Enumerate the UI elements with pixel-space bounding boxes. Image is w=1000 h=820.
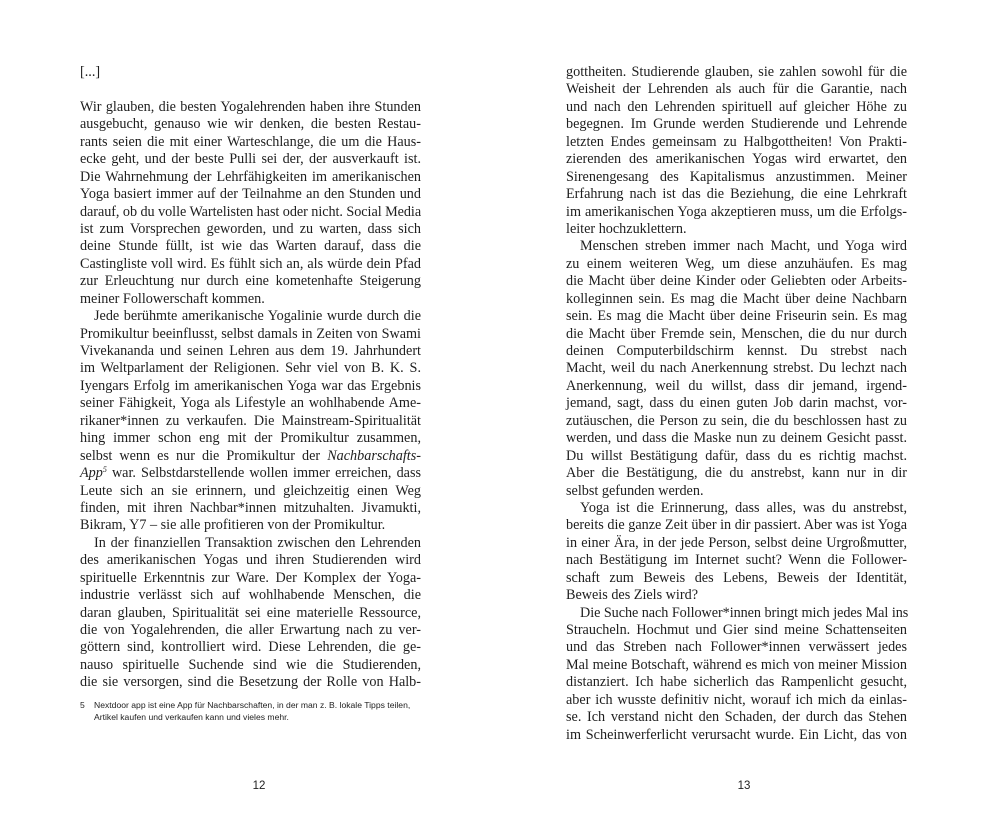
page-number: 12 (252, 780, 266, 792)
text-line (566, 657, 907, 674)
body-text (566, 64, 907, 744)
text-line (566, 134, 907, 151)
line-text: Macht, weil du nach Anerkennung strebst. Du lechzt nach (566, 360, 907, 377)
blank-line (80, 81, 421, 98)
line-text: [...] (80, 64, 101, 80)
line-text: Iyengars Erfolg im amerikanischen Yoga war das Ergebnis (80, 377, 421, 394)
line-text: des amerikanischen Yogas und ihren Studierenden wird (80, 552, 421, 569)
line-text: jemand, sagt, dass du einen guten Job darin machst, vor- (566, 395, 907, 412)
text-line (80, 657, 421, 674)
line-text: finden, mit ihren Nachbar*innen mitzuhalten. Jivamukti, (80, 499, 421, 516)
line-text: Weisheit der Lehrenden als auch für die Garantie, nach (566, 81, 907, 98)
line-text: seiner Fähigkeit, Yoga als Lifestyle an wohlhabende Ame- (80, 395, 421, 412)
text-line (566, 326, 907, 343)
text-line (566, 204, 907, 221)
line-text: zutäuschen, die Person zu sein, die du beschlossen hast zu (566, 412, 907, 429)
line-text: Du willst Bestätigung dafür, dass du es richtig machst. (566, 447, 907, 464)
line-text: kolleginnen sein. Es mag die Macht über deine Nachbarn (566, 290, 907, 307)
text-line (80, 605, 421, 622)
text-line (80, 186, 421, 203)
text-line (80, 64, 421, 81)
line-text: die von Yogalehrenden, die aller Erwartung nach zu ver- (80, 622, 421, 638)
line-text: Castingliste voll wird. Es fühlt sich an, als würde dein Pfad (80, 255, 421, 272)
line-text: im Weltparlament der Religionen. Sehr viel von B. K. S. (80, 360, 421, 377)
line-text: zierenden des amerikanischen Yogas wird erwartet, den (566, 151, 907, 168)
text-line (566, 343, 907, 360)
text-line (80, 116, 421, 133)
text-line (80, 483, 421, 500)
line-text: ausgebucht, genauso wie wir denken, die besten Restau- (80, 116, 421, 133)
line-text: die Macht über Fremde sein, Menschen, die du nur durch (566, 325, 907, 342)
line-text: Bikram, Y7 – sie alle profitieren von der Promikultur. (80, 517, 386, 534)
text-line (80, 395, 421, 412)
text-line (566, 99, 907, 116)
line-text: Yoga basiert immer auf der Teilnahme an den Stunden und (80, 186, 421, 203)
text-line (566, 465, 907, 482)
line-text: Yoga ist die Erinnerung, dass alles, was du anstrebst, (580, 499, 907, 516)
line-text: selbst wenn es nur die Promikultur der (80, 447, 328, 464)
line-text: Menschen streben immer nach Macht, und Yoga wird (580, 238, 907, 255)
footnote-text: Nextdoor app ist eine App für Nachbarschaften, in der man z. B. lokale Tipps teilen, Artikel kaufen und verkaufen kann und vieles mehr. (94, 700, 411, 722)
line-text: zur Erleuchtung nur durch eine kometenhafte Steigerung (80, 273, 421, 290)
text-line (80, 238, 421, 255)
line-text: darauf, ob du volle Wartelisten hast oder nicht. Social Media (80, 203, 422, 220)
text-line (566, 360, 907, 377)
text-line (80, 273, 421, 290)
text-line (566, 709, 907, 726)
line-text: Die Suche nach Follower*innen bringt mich jedes Mal ins (580, 604, 909, 621)
line-text: im amerikanischen Yoga akzeptieren muss, um die Erfolgs- (566, 203, 907, 220)
line-text: Anerkennung, weil du willst, dass dir jemand, irgend- (566, 377, 907, 394)
text-line (80, 308, 421, 325)
line-text: schaft zum Beweis des Lebens, Beweis der Identität, (566, 569, 907, 586)
text-line (566, 517, 907, 534)
text-line (566, 221, 907, 238)
text-line (80, 326, 421, 343)
text-line (80, 500, 421, 517)
line-text: im Scheinwerferlicht verursacht wurde. Ein Licht, das von (566, 726, 907, 743)
text-line (566, 256, 907, 273)
line-text: leiter hochzuklettern. (566, 220, 687, 237)
line-text: werden, und dass die Maske nun zu deinem Gesicht passt. (566, 430, 907, 447)
text-line (80, 151, 421, 168)
text-line (80, 169, 421, 186)
line-text: hing immer schon eng mit der Promikultur zusammen, (80, 430, 421, 447)
text-line (80, 256, 421, 273)
text-line (566, 151, 907, 168)
line-text: in einer Ära, in der jede Person, selbst deine Urgroßmutter, (566, 534, 907, 551)
text-line (566, 430, 907, 447)
text-line (566, 535, 907, 552)
text-line (566, 378, 907, 395)
line-text: die Macht über deine Kinder oder Geliebten oder Arbeits- (566, 273, 907, 290)
text-line (566, 308, 907, 325)
text-line (566, 81, 907, 98)
line-text: Aber die Bestätigung, die du anstrebst, kann nur in dir (566, 465, 907, 482)
line-text: deinen Computerbildschirm kennst. Du strebst nach (566, 343, 907, 359)
line-text: sein. Es mag die Macht über deine Friseurin sein. Es mag (566, 308, 907, 325)
text-line (80, 221, 421, 238)
line-text: und das Streben nach Follower*innen verwässert jedes (566, 639, 907, 656)
text-line (566, 605, 907, 622)
text-line (80, 674, 421, 691)
text-line (566, 291, 907, 308)
text-line (566, 727, 907, 744)
italic-text: Nachbarschafts- (327, 447, 421, 464)
text-line (566, 692, 907, 709)
footnote (80, 700, 421, 723)
body-text (80, 64, 421, 692)
line-text: nauso spirituelle Suchende sind wie die Studierenden, (80, 656, 421, 673)
text-line (80, 570, 421, 587)
line-text: selbst gefunden werden. (566, 482, 704, 499)
line-text: ist zum Vorsprechen geworden, und zu warten, dass sich (80, 220, 421, 237)
line-text: bereits die ganze Zeit über in dir passiert. Aber was ist Yoga (566, 517, 907, 534)
line-text: Beweis des Ziels wird? (566, 587, 698, 604)
text-line (80, 343, 421, 360)
line-text: Die Wahrnehmung der Lehrfähigkeiten im amerikanischen (80, 168, 421, 185)
text-line (566, 273, 907, 290)
text-line (80, 517, 421, 534)
line-text: rants seien die mit einer Warteschlange, die um die Haus- (80, 133, 421, 150)
text-line (566, 639, 907, 656)
text-line (80, 622, 421, 639)
text-line (566, 413, 907, 430)
line-text: se. Ich verstand nicht den Schaden, der durch das Stehen (566, 709, 907, 726)
text-line (566, 622, 907, 639)
line-text: Erfahrung nach ist das die Beziehung, die eine Lehrkraft (566, 186, 907, 203)
text-line (566, 169, 907, 186)
text-line (80, 448, 421, 465)
text-line (566, 483, 907, 500)
text-line (80, 535, 421, 552)
line-text: Leute sich an sie erinnern, und gleichzeitig einen Weg (80, 482, 421, 499)
right-page (500, 0, 1000, 820)
text-line (566, 587, 907, 604)
text-line (566, 500, 907, 517)
line-text: Jede berühmte amerikanische Yogalinie wurde durch die (94, 308, 421, 325)
line-text: meiner Followerschaft kommen. (80, 290, 265, 307)
text-line (566, 395, 907, 412)
text-line (80, 99, 421, 116)
text-line (80, 552, 421, 569)
line-text: die sie versorgen, sind die Besetzung der Rolle von Halb- (80, 674, 421, 691)
text-line (566, 448, 907, 465)
text-line (566, 64, 907, 81)
line-text: deine Stunde füllt, ist wie das Warten darauf, dass die (80, 238, 421, 255)
line-text: letzten Endes gemeinsam zu Halbgottheiten! Von Prakti- (566, 133, 907, 150)
footnote-number: 5 (80, 700, 85, 710)
text-line (80, 134, 421, 151)
italic-text: App (80, 465, 103, 482)
line-text: Vivekananda und seinen Lehren aus dem 19. Jahrhundert (80, 343, 421, 359)
text-line (80, 639, 421, 656)
line-text: zu einem weiteren Weg, um diese anzuhäufen. Es mag (566, 255, 907, 272)
line-text: industrie verlässt sich auf wohlhabende Menschen, die (80, 587, 421, 604)
footnote-reference: 5 (102, 465, 107, 475)
text-line (566, 186, 907, 203)
line-text: göttern sind, kontrolliert wird. Diese Lehrenden, die ge- (80, 639, 421, 656)
text-line (566, 116, 907, 133)
line-text: und nach den Lehrenden spirituell auf gleicher Höhe zu (566, 98, 907, 115)
text-line (80, 291, 421, 308)
text-line (80, 378, 421, 395)
line-text: Mal meine Botschaft, während es mich von meiner Mission (566, 656, 907, 673)
text-line (80, 413, 421, 430)
line-text: begegnen. Im Grunde werden Studierende und Lehrende (566, 116, 907, 133)
line-text: daran glauben, Spiritualität sei eine materielle Ressource, (80, 604, 421, 621)
line-text: nach Bestätigung im Internet sucht? Wenn die Follower- (566, 552, 907, 569)
line-text: Wir glauben, die besten Yogalehrenden haben ihre Stunden (80, 98, 421, 115)
line-text: Straucheln. Hochmut und Gier sind meine Schattenseiten (566, 622, 907, 638)
text-line (566, 552, 907, 569)
line-text: gottheiten. Studierende glauben, sie zahlen sowohl für die (566, 64, 907, 80)
line-text: aber ich wusste definitiv nicht, worauf ich mich da einlas- (566, 691, 907, 708)
text-line (566, 570, 907, 587)
text-line (80, 204, 421, 221)
page-number: 13 (737, 780, 751, 792)
text-line (80, 465, 421, 482)
line-text: distanziert. Ich habe sicherlich das Rampenlicht gesucht, (566, 674, 907, 691)
line-text: Sirenengesang des Kapitalismus anzustimmen. Meiner (566, 168, 907, 185)
text-line (566, 674, 907, 691)
text-line (566, 238, 907, 255)
line-text: rikaner*innen zu verkaufen. Die Mainstream-Spiritualität (80, 412, 421, 429)
line-text: spirituelle Erkenntnis zur Ware. Der Komplex der Yoga- (80, 569, 421, 586)
text-line (80, 430, 421, 447)
line-text: ecke geht, und der beste Pulli sei der, der ausverkauft ist. (80, 151, 421, 168)
text-line (80, 587, 421, 604)
line-text: In der finanziellen Transaktion zwischen den Lehrenden (94, 534, 421, 551)
text-line (80, 360, 421, 377)
line-text: war. Selbstdarstellende wollen immer erreichen, dass (106, 465, 421, 482)
line-text: Promikultur beeinflusst, selbst damals in Zeiten von Swami (80, 325, 421, 342)
